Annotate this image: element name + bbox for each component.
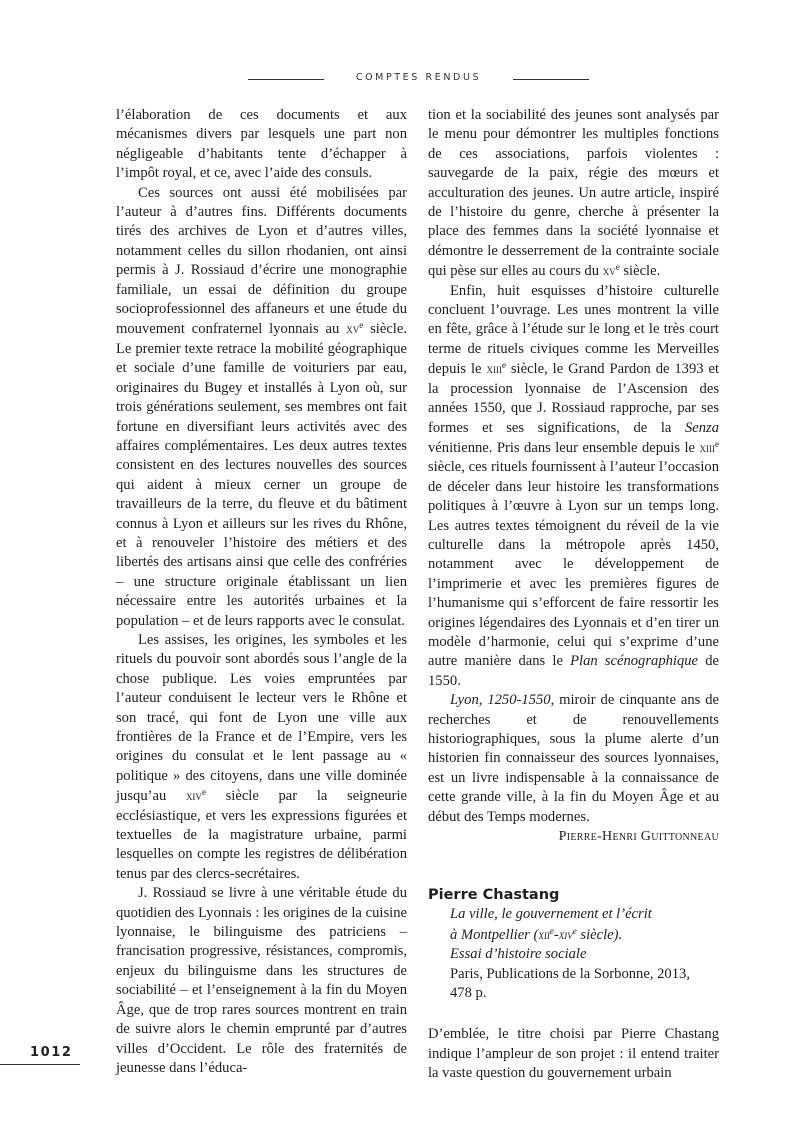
paragraph <box>116 631 407 884</box>
text-run: tion et la sociabilité des jeunes sont analysés par le menu pour démontrer les multiples fonctions de ces associations, parfois violentes : sauvegarde de la paix, régie des mœurs et acculturation des jeunes. Un autre article, inspiré de l’histoire du genre, cherche à présenter la place des femmes dans la société lyonnaise et démontre le desserrement de la contrainte sociale qui pèse sur elles au cours du <box>428 107 719 280</box>
text-run: , miroir de cinquante ans de recherches et de renouvellements historiographiques, sous la plume alerte d’un historien fin connaisseur des sources lyonnaises, est un livre indispensable à la connaissance de cette grande ville, à la fin du Moyen Âge et au début des Temps modernes. <box>428 692 719 825</box>
reviewer-signature: Pierre-Henri Guittonneau <box>558 829 719 845</box>
text-run: l’élaboration de ces documents et aux mécanismes divers par lesquels une part non négligeable d’habitants tente d’échapper à l’impôt royal, et ce, avec l’aide des consuls. <box>116 107 407 182</box>
text-run: Enfin, huit esquisses d’histoire culturelle concluent l’ouvrage. Les unes montrent la ville en fête, grâce à l’étude sur le long et le très court terme de rituels civiques comme les Merveilles depuis le <box>428 282 719 378</box>
book-title-line <box>450 905 719 924</box>
header-rule-left <box>248 79 324 80</box>
text-run: siècle. Le premier texte retrace la mobilité géographique et sociale d’une famille de voituriers par eau, originaires du Bugey et installés à Lyon où, sur trois générations seulement, ses membres ont fait fortune en diversifiant leurs activités avec des affaires complémentaires. Les deux autres textes consistent en des lectures nouvelles des sources qui aident à mieux cerner un groupe de travailleurs de la terre, du fleuve et du bâtiment connus à Lyon et ailleurs sur les rives du Rhône, et à renouveler l’histoire des métiers et des libertés des artisans ainsi que celle des confréries – une structure originale établissant un lien nécessaire entre les autorités urbaines et la population – et de leurs rapports avec le consulat. <box>116 321 407 629</box>
paragraph <box>428 1025 719 1083</box>
text-run: siècle, ces rituels fournissent à l’auteur l’occasion de déceler dans leur histoire les transformations politiques à l’œuvre à Lyon sur un temps long. Les autres textes témoignent du réveil de la vie culturelle dans la métropole après 1450, notamment avec le développement de l’imprimerie et avec les premières figures de l’humanisme qui s’efforcent de faire ressortir les origines légendaires des Lyonnais et d’en tirer un modèle d’harmonie, celui qui s’exprime d’une autre manière dans le <box>428 459 719 670</box>
page-number: 1012 <box>30 1045 73 1060</box>
text-run: - <box>553 926 559 943</box>
review-author: Pierre Chastang <box>428 887 560 904</box>
text-run: vénitienne. Pris dans leur ensemble depuis le <box>428 439 700 456</box>
left-column <box>116 106 407 1078</box>
header-rule-right <box>513 79 589 80</box>
text-run: siècle). <box>576 926 623 943</box>
text-run: Ces sources ont aussi été mobilisées par l’auteur à d’autres fins. Différents documents tirés des archives de Lyon et d’autres villes, notamment celles du sillon rhodanien, ont ainsi permis à J. Rossiaud d’écrire une monographie familiale, un essai de définition du groupe socioprofessionnel des affaneurs et une étude du mouvement confraternel lyonnais au <box>116 184 407 338</box>
review-heading <box>428 886 719 1003</box>
italic-term: Senza <box>684 419 719 436</box>
text-run: J. Rossiaud se livre à une véritable étude du quotidien des Lyonnais : les origines de la cuisine lyonnaise, le bilinguisme des patriciens – francisation progressive, résistances, compromis, enjeux du bilinguisme dans les structures de sociabilité – et l’enseignement à la fin du Moyen Âge, que de trop rares sources montrent en train de suivre alors le chemin emprunté par d’autres villes d’Occident. Le rôle des fraternités de jeunesse dans l’éduca- <box>116 885 407 1076</box>
text-run: de 1550. <box>428 653 719 689</box>
century-numeral: xiv <box>185 788 202 804</box>
paragraph <box>428 282 719 692</box>
book-subtitle: Essai d’histoire sociale <box>450 946 587 963</box>
paragraph <box>116 184 407 631</box>
text-run: siècle. <box>619 263 661 280</box>
superscript: e <box>615 262 620 273</box>
text-run: à Montpellier ( <box>450 926 539 943</box>
text-run: D’emblée, le titre choisi par Pierre Chastang indique l’ampleur de son projet : il entend traiter la vaste question du gouvernement urbain <box>428 1026 719 1082</box>
superscript: e <box>359 320 364 331</box>
century-numeral: xv <box>602 263 616 279</box>
right-column <box>428 106 719 1084</box>
paragraph <box>116 106 407 184</box>
italic-term: Plan scénographique <box>570 653 699 670</box>
review-body <box>428 1025 719 1083</box>
paragraph <box>428 691 719 827</box>
running-header <box>0 70 800 90</box>
paragraph <box>116 884 407 1078</box>
italic-book-title: Lyon, 1250-1550 <box>450 692 551 709</box>
century-numeral: xiv <box>558 926 573 942</box>
book-publisher: Paris, Publications de la Sorbonne, 2013, <box>450 965 690 982</box>
superscript: e <box>501 360 506 371</box>
superscript: e <box>714 438 719 449</box>
superscript: e <box>201 787 206 798</box>
text-run: siècle, le Grand Pardon de 1393 et la procession lyonnaise de l’Ascension des années 1550, que J. Rossiaud rapproche, par ses formes et ses significations, de la <box>428 361 720 436</box>
text-run: siècle par la seigneurie ecclésiastique, et vers les expressions figurées et textuelles de la magistrature urbaine, parmi lesquelles on compte les registres de délibération tenus par des clercs-secrétaires. <box>116 788 407 882</box>
century-numeral: xiii <box>486 361 502 377</box>
century-numeral: xv <box>346 321 360 337</box>
running-header-title: COMPTES RENDUS <box>355 72 482 83</box>
superscript: e <box>549 925 554 936</box>
review-book-reference <box>428 905 719 1003</box>
century-numeral: xii <box>538 926 550 942</box>
book-title-line <box>450 925 719 945</box>
paragraph <box>428 106 719 282</box>
century-numeral: xiii <box>699 439 715 455</box>
page-number-rule <box>0 1064 80 1065</box>
book-pages: 478 p. <box>450 985 487 1002</box>
text-run: La ville, le gouvernement et l’écrit <box>450 906 652 923</box>
text-run: Les assises, les origines, les symboles et les rituels du pouvoir sont abordés sous l’angle de la chose publique. Les voies empruntées par l’auteur conduisent le lecteur vers le Rhône et son tracé, qui font de Lyon une ville aux frontières de la France et de l’Empire, vers les origines du consulat et le lent passage au « politique » des citoyens, dans une ville dominée jusqu’au <box>116 631 407 805</box>
superscript: e <box>572 925 577 936</box>
